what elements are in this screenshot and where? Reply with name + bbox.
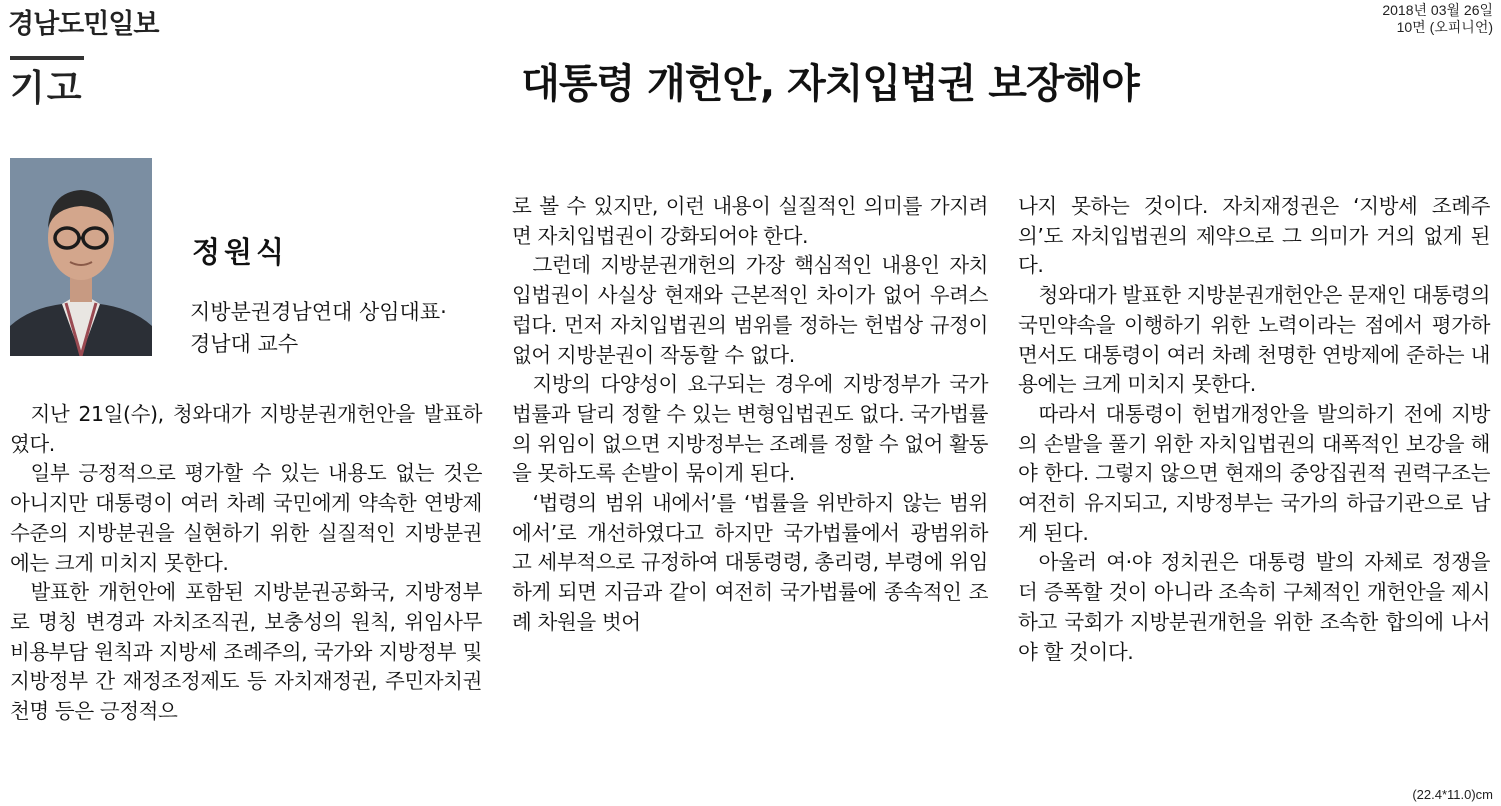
section-label: 기고: [10, 68, 84, 109]
author-photo: [10, 158, 152, 356]
author-portrait-image: [10, 158, 152, 356]
author-title-line-1: 지방분권경남연대 상임대표·: [190, 300, 447, 324]
paragraph: 따라서 대통령이 헌법개정안을 발의하기 전에 지방의 손발을 풀기 위한 자치입법권의 대폭적인 보강을 해야 한다. 그렇지 않으면 현재의 중앙집권적 권력구조는 여전히 유지되고, 지방정부는 국가의 하급기관으로 남게 된다.: [1018, 401, 1490, 545]
clipping-size-note: (22.4*11.0)cm: [1412, 787, 1493, 802]
paragraph-continuation: 로 볼 수 있지만, 이런 내용이 실질적인 의미를 가지려면 자치입법권이 강화되어야 한다.: [512, 194, 988, 248]
article-headline: 대통령 개헌안, 자치입법권 보장해야: [521, 61, 1139, 107]
newspaper-masthead: 경남도민일보: [8, 9, 159, 40]
article-column-1: [10, 400, 482, 727]
publication-date: 2018년 03월 26일: [1382, 2, 1493, 18]
publication-meta: [1382, 2, 1493, 36]
paragraph: 아울러 여·야 정치권은 대통령 발의 자체로 정쟁을 더 증폭할 것이 아니라 조속히 구체적인 개헌안을 제시하고 국회가 지방분권개헌을 위한 조속한 합의에 나서야 할 것이다.: [1018, 550, 1490, 664]
author-title-line-2: 경남대 교수: [190, 332, 299, 356]
paragraph: 청와대가 발표한 지방분권개헌안은 문재인 대통령의 국민약속을 이행하기 위한 노력이라는 점에서 평가하면서도 대통령이 여러 차례 천명한 연방제에 준하는 내용에는 크게 미치지 못한다.: [1018, 283, 1490, 397]
author-affiliation: [190, 296, 447, 360]
paragraph: 일부 긍정적으로 평가할 수 있는 내용도 없는 것은 아니지만 대통령이 여러 차례 국민에게 약속한 연방제 수준의 지방분권을 실현하기 위한 실질적인 지방분권에는 크게 미치지 못한다.: [10, 461, 482, 575]
paragraph-continuation: 나지 못하는 것이다. 자치재정권은 ‘지방세 조례주의’도 자치입법권의 제약으로 그 의미가 거의 없게 된다.: [1018, 194, 1490, 278]
article-column-3: [1018, 192, 1490, 667]
paragraph: 지방의 다양성이 요구되는 경우에 지방정부가 국가법률과 달리 정할 수 있는 변형입법권도 없다. 국가법률의 위임이 없으면 지방정부는 조례를 정할 수 없어 활동을 못하도록 손발이 묶이게 된다.: [512, 372, 988, 486]
paragraph: ‘법령의 범위 내에서’를 ‘법률을 위반하지 않는 범위에서’로 개선하였다고 하지만 국가법률에서 광범위하고 세부적으로 규정하여 대통령령, 총리령, 부령에 위임하게 되면 지금과 같이 여전히 국가법률에 종속적인 조례 차원을 벗어: [512, 491, 988, 634]
article-column-2: [512, 192, 988, 638]
author-name: 정원식: [192, 235, 289, 269]
paragraph: 발표한 개헌안에 포함된 지방분권공화국, 지방정부로 명칭 변경과 자치조직권, 보충성의 원칙, 위임사무 비용부담 원칙과 지방세 조례주의, 국가와 지방정부 및 지방정부 간 재정조정제도 등 자치재정권, 주민자치권 천명 등은 긍정적으: [10, 580, 482, 724]
paragraph: 지난 21일(수), 청와대가 지방분권개헌안을 발표하였다.: [10, 402, 482, 456]
page-info: 10면 (오피니언): [1396, 19, 1493, 35]
paragraph: 그런데 지방분권개헌의 가장 핵심적인 내용인 자치입법권이 사실상 현재와 근본적인 차이가 없어 우려스럽다. 먼저 자치입법권의 범위를 정하는 헌법상 규정이 없어 지방분권이 작동할 수 없다.: [512, 253, 988, 367]
